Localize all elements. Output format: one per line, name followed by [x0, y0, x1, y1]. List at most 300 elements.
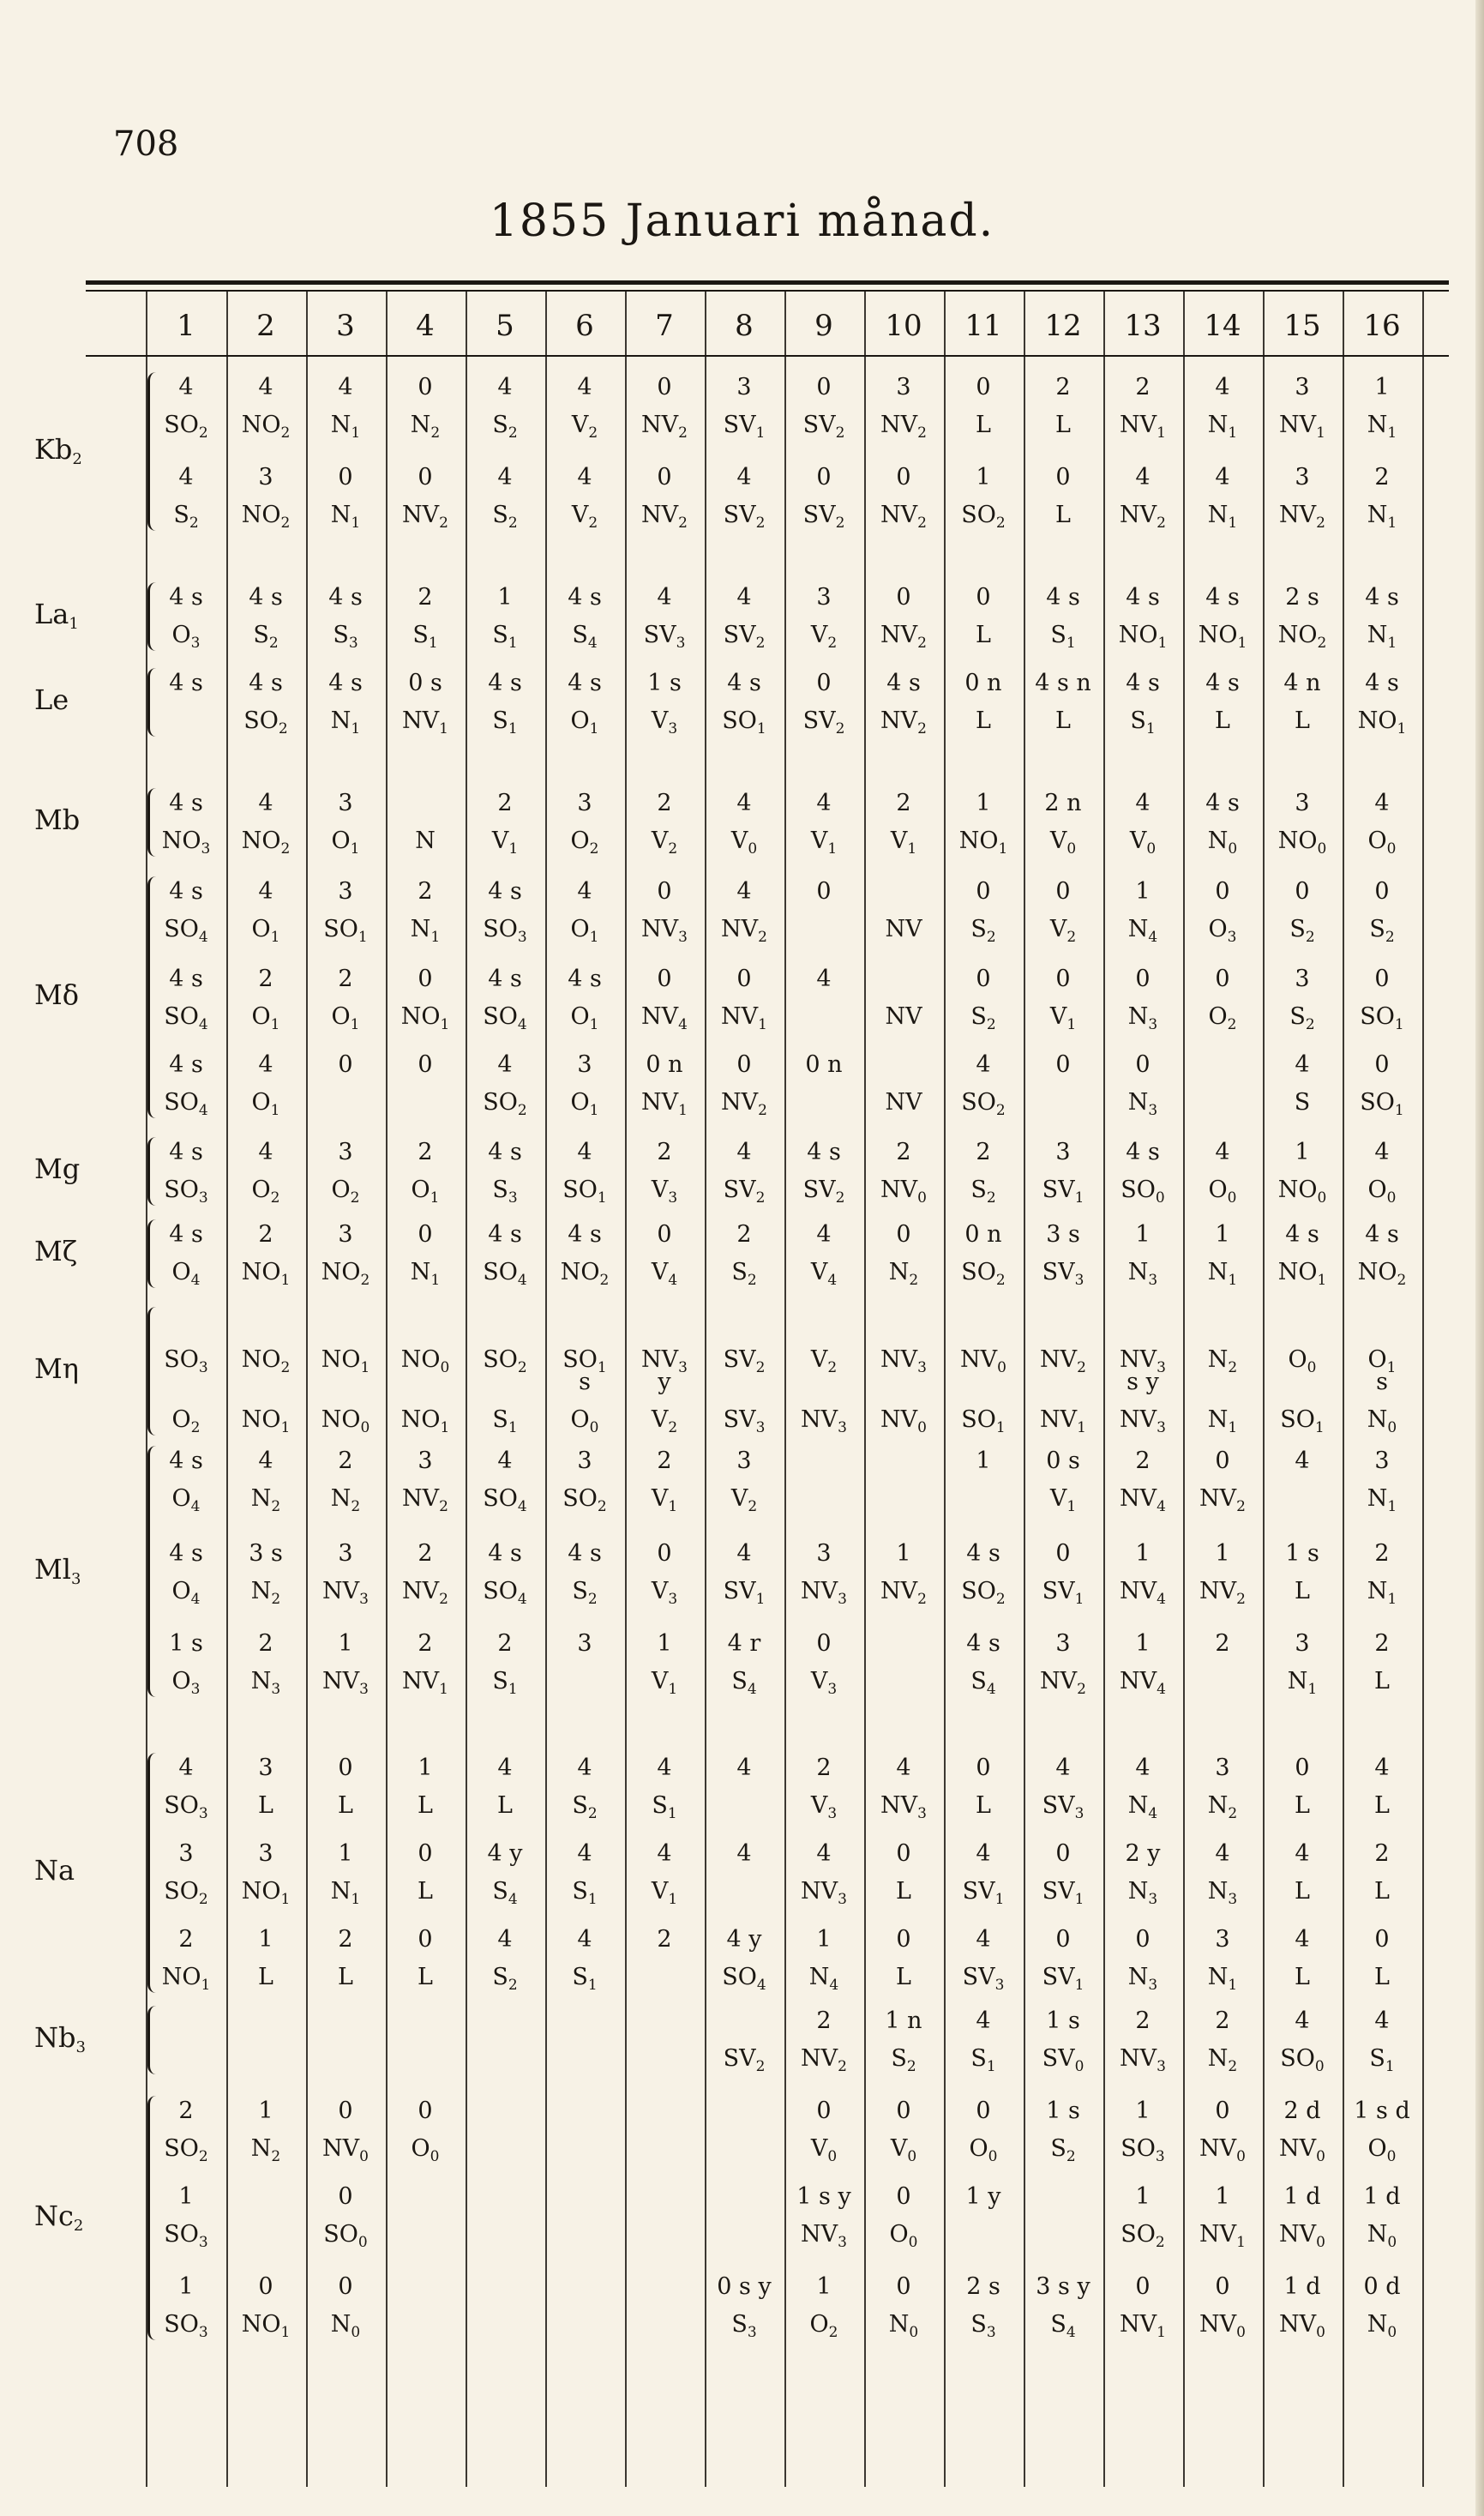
table-cell: 3 L	[258, 1755, 273, 1819]
table-cell	[545, 2092, 624, 2168]
table-cell: 1 $NV_1$	[1199, 2183, 1246, 2251]
table-cell: 1 L	[258, 1926, 273, 1990]
table-cell	[306, 2002, 385, 2078]
table-cell: 3 $NV_2$	[1279, 464, 1325, 532]
table-cell: 0 $S_2$	[1289, 878, 1315, 946]
table-cell: $SV_2$	[723, 1346, 766, 1376]
table-cell: 4 $N_3$	[1207, 1840, 1238, 1908]
column-header-15: 15	[1283, 309, 1321, 343]
table-cell: 3 $NV_3$	[322, 1540, 369, 1608]
table-cell: 0 s $V_1$	[1046, 1448, 1080, 1515]
column-header-9: 9	[814, 309, 833, 343]
table-cell: 2 $NV_2$	[402, 1540, 448, 1608]
table-cell	[705, 2092, 784, 2168]
table-cell: 0 $NV_2$	[721, 1051, 767, 1119]
table-cell: 2 $SO_2$	[164, 2098, 208, 2165]
table-cell: 4 y $S_4$	[487, 1840, 523, 1908]
group-label: $Nc_2$	[34, 2199, 84, 2235]
table-cell: 3 $N_1$	[1207, 1926, 1238, 1994]
table-cell: 0 $NV_1$	[721, 966, 767, 1033]
table-cell: 4 $NV_3$	[880, 1755, 927, 1822]
column-header-10: 10	[885, 309, 922, 343]
table-cell: 0 $N_1$	[410, 1221, 441, 1289]
table-cell: 1 $NV_4$	[1120, 1630, 1166, 1698]
table-cell: 2 d $NV_0$	[1279, 2098, 1325, 2165]
table-cell: 0 $O_0$	[969, 2098, 998, 2165]
table-cell: 1 $SO_3$	[164, 2183, 208, 2251]
table-cell: 4 $O_2$	[251, 1139, 280, 1207]
page-number: 708	[113, 124, 179, 164]
table-cell: 0 $N_1$	[330, 464, 361, 532]
column-header-4: 4	[416, 309, 435, 343]
table-cell: 2 $N_3$	[250, 1630, 281, 1698]
group-label: Mg	[34, 1153, 81, 1185]
group-label: Na	[34, 1854, 75, 1887]
table-cell: 4 s $SO_4$	[483, 1540, 527, 1608]
table-cell: 4 s	[169, 670, 203, 696]
table-cell: 4 $S_1$	[572, 1926, 598, 1994]
table-cell: 0 $SO_1$	[1360, 1051, 1404, 1119]
table-cell: 4 $V_1$	[651, 1840, 678, 1908]
table-cell	[226, 2002, 305, 2078]
table-cell: $NV_3$	[1120, 1346, 1166, 1376]
table-cell: 0 $V_0$	[890, 2098, 917, 2165]
table-cell: 1 $SO_2$	[961, 464, 1006, 532]
table-cell: 1 $NO_1$	[958, 790, 1008, 858]
table-cell: 2	[1215, 1630, 1230, 1657]
table-cell: 2 $O_1$	[411, 1139, 440, 1207]
table-cell: 0 L	[1374, 1926, 1390, 1990]
table-cell: 4 s $SO_4$	[483, 966, 527, 1033]
table-cell: $O_1$	[1367, 1346, 1397, 1376]
table-cell: 4 s $SV_2$	[802, 1139, 845, 1207]
table-cell: 0 $NV_2$	[880, 584, 927, 652]
table-cell: $N_2$	[1207, 1346, 1238, 1376]
table-cell: 1 s L	[1285, 1540, 1319, 1604]
table-cell: 2 $NV_0$	[880, 1139, 927, 1207]
column-header-16: 16	[1363, 309, 1401, 343]
table-cell: 4 s $O_3$	[169, 584, 203, 652]
table-cell: 4 $NV_3$	[801, 1840, 847, 1908]
table-cell: 1 s $V_3$	[647, 670, 682, 737]
table-cell: 2 $NV_3$	[1120, 2007, 1166, 2075]
table-cell: 2 $S_2$	[731, 1221, 757, 1289]
table-cell: 4 s $SO_4$	[483, 1221, 527, 1289]
table-cell: $SV_2$	[723, 2045, 766, 2075]
table-cell: $NV_1$	[1040, 1406, 1086, 1436]
table-cell: 4 $O_0$	[1367, 1139, 1397, 1207]
table-cell	[466, 2092, 544, 2168]
table-cell: 4 s $O_4$	[169, 1540, 203, 1608]
table-cell: 0 L	[1295, 1755, 1310, 1819]
table-cell: 4 s $SO_3$	[164, 1139, 208, 1207]
table-cell: 4 r $S_4$	[727, 1630, 761, 1698]
table-cell: 2 L	[1374, 1630, 1390, 1694]
table-cell	[625, 2178, 704, 2254]
table-cell: 1 $NO_0$	[1277, 1139, 1327, 1207]
table-cell: $O_0$	[1288, 1346, 1317, 1376]
table-cell: 3 $O_1$	[331, 790, 360, 858]
table-cell: 4 $SO_1$	[562, 1139, 607, 1207]
table-cell: $SO_2$	[483, 1346, 527, 1376]
table-cell: 0 s y $S_3$	[717, 2273, 772, 2341]
table-cell: 4 $S_1$	[970, 2007, 996, 2075]
table-cell	[1024, 2178, 1102, 2254]
table-cell: 0 $SV_1$	[1042, 1840, 1084, 1908]
table-cell: 3 $NO_0$	[1277, 790, 1327, 858]
table-cell: 4 s $NO_1$	[1357, 670, 1407, 737]
table-cell: 0 L	[418, 1926, 433, 1990]
table-cell: 4 s $NO_1$	[1198, 584, 1247, 652]
group-label: Le	[34, 683, 69, 716]
table-cell: 3 s y $S_4$	[1036, 2273, 1090, 2341]
table-cell: 0 n	[805, 1051, 843, 1078]
group-label: $Kb_2$	[34, 432, 82, 468]
table-cell: 0 $SO_1$	[1360, 966, 1404, 1033]
table-cell: 4 s $SO_4$	[164, 966, 208, 1033]
table-cell: 4 $NO_2$	[241, 374, 291, 442]
table-cell: 4 $SO_4$	[483, 1448, 527, 1515]
column-header-12: 12	[1044, 309, 1082, 343]
table-cell: 0 $SV_2$	[802, 374, 845, 442]
table-cell: 1 $NV_2$	[880, 1540, 927, 1608]
table-cell: 0 $NO_1$	[400, 966, 450, 1033]
table-cell: 1 $N_1$	[1207, 1221, 1238, 1289]
table-cell: 4 L	[1295, 1926, 1310, 1990]
table-cell: 0 L	[976, 374, 991, 438]
group-label: $La_1$	[34, 598, 79, 633]
table-cell: 4 s $S_2$	[249, 584, 283, 652]
table-cell: 1 $NV_4$	[1120, 1540, 1166, 1608]
table-cell: 4 s $SO_4$	[164, 1051, 208, 1119]
table-cell: 3 s $SV_3$	[1042, 1221, 1084, 1289]
table-cell: 4 s $O_1$	[568, 966, 602, 1033]
header-rule	[86, 355, 1449, 357]
table-cell: 0 $S_2$	[970, 878, 996, 946]
table-cell: 0 $O_2$	[1208, 966, 1237, 1033]
column-header-11: 11	[964, 309, 1002, 343]
table-cell: 3 $O_1$	[570, 1051, 599, 1119]
table-cell: 0 $N_3$	[1127, 1051, 1158, 1119]
table-cell: 1 y	[965, 2183, 1001, 2210]
table-cell: 4 s $N_0$	[1205, 790, 1240, 858]
table-cell: 1 s $O_3$	[169, 1630, 203, 1698]
table-cell: 4 s $SO_0$	[1121, 1139, 1165, 1207]
table-cell: 4 $SV_1$	[723, 1540, 766, 1608]
table-cell: 4 $O_1$	[251, 1051, 280, 1119]
table-cell	[1183, 1046, 1262, 1122]
table-cell: 3 $N_1$	[1287, 1630, 1318, 1698]
table-cell: 3 $SO_2$	[164, 1840, 208, 1908]
table-cell: 4 $S_2$	[173, 464, 199, 532]
table-cell: $NV_3$	[801, 1406, 847, 1436]
table-cell: 2 $V_2$	[651, 790, 678, 858]
table-cell: 1 $N_1$	[330, 1840, 361, 1908]
table-cell: s $O_0$	[570, 1369, 599, 1436]
table-cell: 2 s $S_3$	[966, 2273, 1000, 2341]
table-cell	[545, 2268, 624, 2344]
table-cell: 1 s y $NV_3$	[796, 2183, 851, 2251]
table-cell: 4 $SV_3$	[1042, 1755, 1084, 1822]
table-cell: 1 $N_4$	[808, 1926, 839, 1994]
table-cell: s $N_0$	[1367, 1369, 1397, 1436]
table-cell: 3 $V_2$	[810, 584, 838, 652]
page-edge	[1475, 0, 1484, 2516]
table-cell: 3 $NV_3$	[801, 1540, 847, 1608]
table-cell: 4 s $SO_4$	[164, 878, 208, 946]
table-cell: 4 $N_4$	[1127, 1755, 1158, 1822]
column-header-13: 13	[1124, 309, 1162, 343]
table-cell: $O_2$	[171, 1406, 201, 1436]
table-cell: 0 $O_0$	[411, 2098, 440, 2165]
table-cell: 0 $NO_1$	[241, 2273, 291, 2341]
table-cell	[386, 2268, 465, 2344]
table-cell: 0 $N_2$	[888, 1221, 919, 1289]
table-cell: 4 s $O_1$	[568, 670, 602, 737]
table-cell: 0 $V_0$	[810, 2098, 838, 2165]
table-cell: 0 L	[896, 1840, 911, 1905]
table-cell: $SO_1$	[1280, 1406, 1325, 1436]
table-cell: 4 s $NO_2$	[560, 1221, 610, 1289]
table-cell: 4 $NV_2$	[721, 878, 767, 946]
group-label: Mζ	[34, 1235, 78, 1267]
table-cell: 2 $NV_2$	[801, 2007, 847, 2075]
table-cell: 4 s $S_1$	[488, 670, 522, 737]
table-cell: 1 $NV_3$	[322, 1630, 369, 1698]
table-cell: $NO_1$	[400, 1406, 450, 1436]
table-cell: 3 $SO_2$	[562, 1448, 607, 1515]
table-cell: 2 $O_1$	[331, 966, 360, 1033]
table-cell: 4 $S_1$	[652, 1755, 677, 1822]
table-cell: 3 $NO_2$	[321, 1221, 370, 1289]
table-cell: 2 $S_2$	[970, 1139, 996, 1207]
table-cell: 4 $SV_3$	[643, 584, 686, 652]
table-cell: $NO_0$	[321, 1406, 370, 1436]
table-cell: 2 $NV_1$	[1120, 374, 1166, 442]
table-cell: 4 $S_2$	[572, 1755, 598, 1822]
table-cell: 4 $O_0$	[1208, 1139, 1237, 1207]
table-cell: 4 $SV_1$	[962, 1840, 1005, 1908]
table-cell: 4 s $SO_2$	[961, 1540, 1006, 1608]
table-cell: NV	[885, 1089, 922, 1116]
group-label: $Nb_3$	[34, 2021, 86, 2056]
table-cell: 4 $O_1$	[251, 878, 280, 946]
table-cell: $N_1$	[1207, 1406, 1238, 1436]
table-cell: $NV_3$	[641, 1346, 688, 1376]
group-label: $Ml_3$	[34, 1552, 81, 1588]
table-cell: 4 $S_2$	[492, 1926, 518, 1994]
table-cell: 0 $V_3$	[810, 1630, 838, 1698]
table-cell: 3 $SV_1$	[723, 374, 766, 442]
table-cell: 4 $SO_2$	[961, 1051, 1006, 1119]
table-cell: NV	[885, 1003, 922, 1030]
column-header-5: 5	[496, 309, 514, 343]
table-cell: 0 $N_0$	[888, 2273, 919, 2341]
table-cell: 2 $NO_1$	[161, 1926, 211, 1994]
table-cell: 3 $NV_1$	[1279, 374, 1325, 442]
table-cell: 0 $S_2$	[1369, 878, 1395, 946]
table-cell: 0 $SO_0$	[323, 2183, 368, 2251]
table-cell	[864, 1625, 943, 1700]
table-cell: 0 L	[976, 584, 991, 648]
table-cell: 1 $V_1$	[651, 1630, 678, 1698]
table-cell: $NV_3$	[880, 1346, 927, 1376]
table-cell: 4 $V_4$	[810, 1221, 838, 1289]
table-cell: 4 s $O_4$	[169, 1221, 203, 1289]
table-cell	[466, 2002, 544, 2078]
table-cell: 4 L	[497, 1755, 513, 1819]
table-cell: 4 $S_2$	[492, 464, 518, 532]
table-cell: 3 $N_1$	[1367, 1448, 1397, 1515]
table-cell: 4 $V_0$	[1129, 790, 1157, 858]
table-cell: 4 $S_1$	[572, 1840, 598, 1908]
table-cell	[386, 2178, 465, 2254]
table-cell: NV	[885, 916, 922, 942]
table-cell: 4 n L	[1283, 670, 1321, 734]
table-cell	[864, 1442, 943, 1518]
table-cell: 0 $V_3$	[651, 1540, 678, 1608]
table-cell: 4 s n L	[1035, 670, 1091, 734]
table-cell: 0	[338, 1051, 353, 1078]
table-cell: 3 $SV_1$	[1042, 1139, 1084, 1207]
table-cell: 0 $NV_1$	[1120, 2273, 1166, 2341]
page-title: 1855 Januari månad.	[489, 196, 995, 247]
table-cell: 2 s $NO_2$	[1277, 584, 1327, 652]
table-cell	[386, 2002, 465, 2078]
table-cell: 2 $N_2$	[1207, 2007, 1238, 2075]
table-cell: 0 $SV_1$	[1042, 1926, 1084, 1994]
table-cell: 4 $V_2$	[571, 374, 598, 442]
table-cell: 2 $NO_1$	[241, 1221, 291, 1289]
table-cell: 4 $NO_2$	[241, 790, 291, 858]
table-cell: 4 s $O_4$	[169, 1448, 203, 1515]
table-cell: $SO_1$	[562, 1346, 607, 1376]
table-cell: 2 L	[1374, 1840, 1390, 1905]
column-header-2: 2	[256, 309, 275, 343]
table-cell: 3 $NO_2$	[241, 464, 291, 532]
table-cell: 3 $O_2$	[570, 790, 599, 858]
table-cell: 4 s $SO_3$	[483, 878, 527, 946]
table-cell: 0 L	[1055, 464, 1071, 528]
table-cell: 4 s $SO_2$	[243, 670, 288, 737]
table-cell: 3 $NV_2$	[880, 374, 927, 442]
table-cell: $NV_0$	[960, 1346, 1006, 1376]
table-cell: 1 $N_2$	[250, 2098, 281, 2165]
table-cell: 0 $SV_2$	[802, 670, 845, 737]
table-cell: 4	[736, 1755, 752, 1781]
table-cell: 0 $NV_2$	[641, 464, 688, 532]
table-cell: 4 $V_0$	[730, 790, 758, 858]
table-cell: 1 $SO_3$	[1121, 2098, 1165, 2165]
table-cell: 4 $O_1$	[570, 878, 599, 946]
table-cell: 4 $S_2$	[492, 374, 518, 442]
table-cell: 0 $N_0$	[330, 2273, 361, 2341]
table-cell: 1 $SO_3$	[164, 2273, 208, 2341]
table-cell: 4 s $S_3$	[328, 584, 363, 652]
table-cell: 0 $N_3$	[1127, 1926, 1158, 1994]
table-cell: 4 $SV_2$	[723, 584, 766, 652]
table-cell: 2 $NV_1$	[402, 1630, 448, 1698]
table-cell: 0 $N_3$	[1127, 966, 1158, 1033]
table-cell: 4 $SV_2$	[723, 1139, 766, 1207]
table-cell: 1 $N_1$	[1367, 374, 1397, 442]
column-header-6: 6	[575, 309, 594, 343]
table-cell: 0 L	[418, 1840, 433, 1905]
table-cell: 3 $NV_2$	[1040, 1630, 1086, 1698]
table-cell: s y $NV_3$	[1120, 1369, 1166, 1436]
table-cell: 0 s $NV_1$	[402, 670, 448, 737]
table-cell: 0 $S_2$	[970, 966, 996, 1033]
column-line	[1422, 292, 1424, 2487]
table-cell: 4 L	[1295, 1840, 1310, 1905]
table-cell: 1 L	[418, 1755, 433, 1819]
table-cell: 2 n $V_0$	[1044, 790, 1082, 858]
table-cell: 4 $N_2$	[250, 1448, 281, 1515]
table-cell: 4 s $S_3$	[488, 1139, 522, 1207]
table-cell: 4 $V_1$	[810, 790, 838, 858]
table-cell: $SV_3$	[723, 1406, 766, 1436]
table-cell: 4 $N_1$	[330, 374, 361, 442]
table-cell: 0 $V_1$	[1049, 966, 1077, 1033]
table-cell: 4 $S_1$	[1369, 2007, 1395, 2075]
table-cell: $NV_0$	[880, 1406, 927, 1436]
table-cell: $NO_2$	[241, 1346, 291, 1376]
table-cell: 4 $SO_2$	[164, 374, 208, 442]
table-cell: $S_1$	[492, 1406, 518, 1436]
table-cell: 1 d $NV_0$	[1279, 2273, 1325, 2341]
table-cell	[545, 2178, 624, 2254]
table-cell: $SO_1$	[961, 1406, 1006, 1436]
table-cell: 4 $SO_2$	[483, 1051, 527, 1119]
table-cell: 4	[736, 1840, 752, 1867]
column-header-3: 3	[336, 309, 355, 343]
table-cell	[545, 2002, 624, 2078]
table-cell: $NV_2$	[1040, 1346, 1086, 1376]
table-cell: 2 $V_3$	[810, 1755, 838, 1822]
table-cell: 4 s $NO_1$	[1277, 1221, 1327, 1289]
table-cell: 2 $N_2$	[330, 1448, 361, 1515]
table-cell: 4 S	[1294, 1051, 1311, 1116]
table-cell: 4 s $S_1$	[1046, 584, 1080, 652]
table-cell: 3 $S_2$	[1289, 966, 1315, 1033]
table-cell: 4 $SV_2$	[723, 464, 766, 532]
table-cell: 4 $NV_2$	[1120, 464, 1166, 532]
table-cell: 0 L	[896, 1926, 911, 1990]
table-cell: 4 $O_0$	[1367, 790, 1397, 858]
table-cell: 1	[976, 1448, 991, 1474]
table-cell: 0	[418, 1051, 433, 1078]
table-cell: 0 L	[976, 1755, 991, 1819]
table-cell: 0 $NV_2$	[1199, 1448, 1246, 1515]
table-cell: 1 d $N_0$	[1363, 2183, 1401, 2251]
table-cell: 0 $NV_2$	[402, 464, 448, 532]
table-cell: 4 $SV_3$	[962, 1926, 1005, 1994]
table-cell	[466, 2268, 544, 2344]
table-cell: 1 $S_1$	[492, 584, 518, 652]
table-cell: 0 n $NV_1$	[641, 1051, 688, 1119]
table-cell: N	[415, 828, 436, 854]
table-cell: 0 $O_0$	[889, 2183, 918, 2251]
table-cell: 0 L	[338, 1755, 353, 1819]
table-cell: 0 $NV_3$	[641, 878, 688, 946]
table-cell: 4 s $NO_1$	[1118, 584, 1168, 652]
table-cell: 1 $NV_2$	[1199, 1540, 1246, 1608]
table-cell	[625, 2268, 704, 2344]
table-cell: 3 $NO_1$	[241, 1840, 291, 1908]
table-cell: 0 $V_4$	[651, 1221, 678, 1289]
group-label: Mδ	[34, 978, 80, 1011]
table-cell: $NO_1$	[321, 1346, 370, 1376]
